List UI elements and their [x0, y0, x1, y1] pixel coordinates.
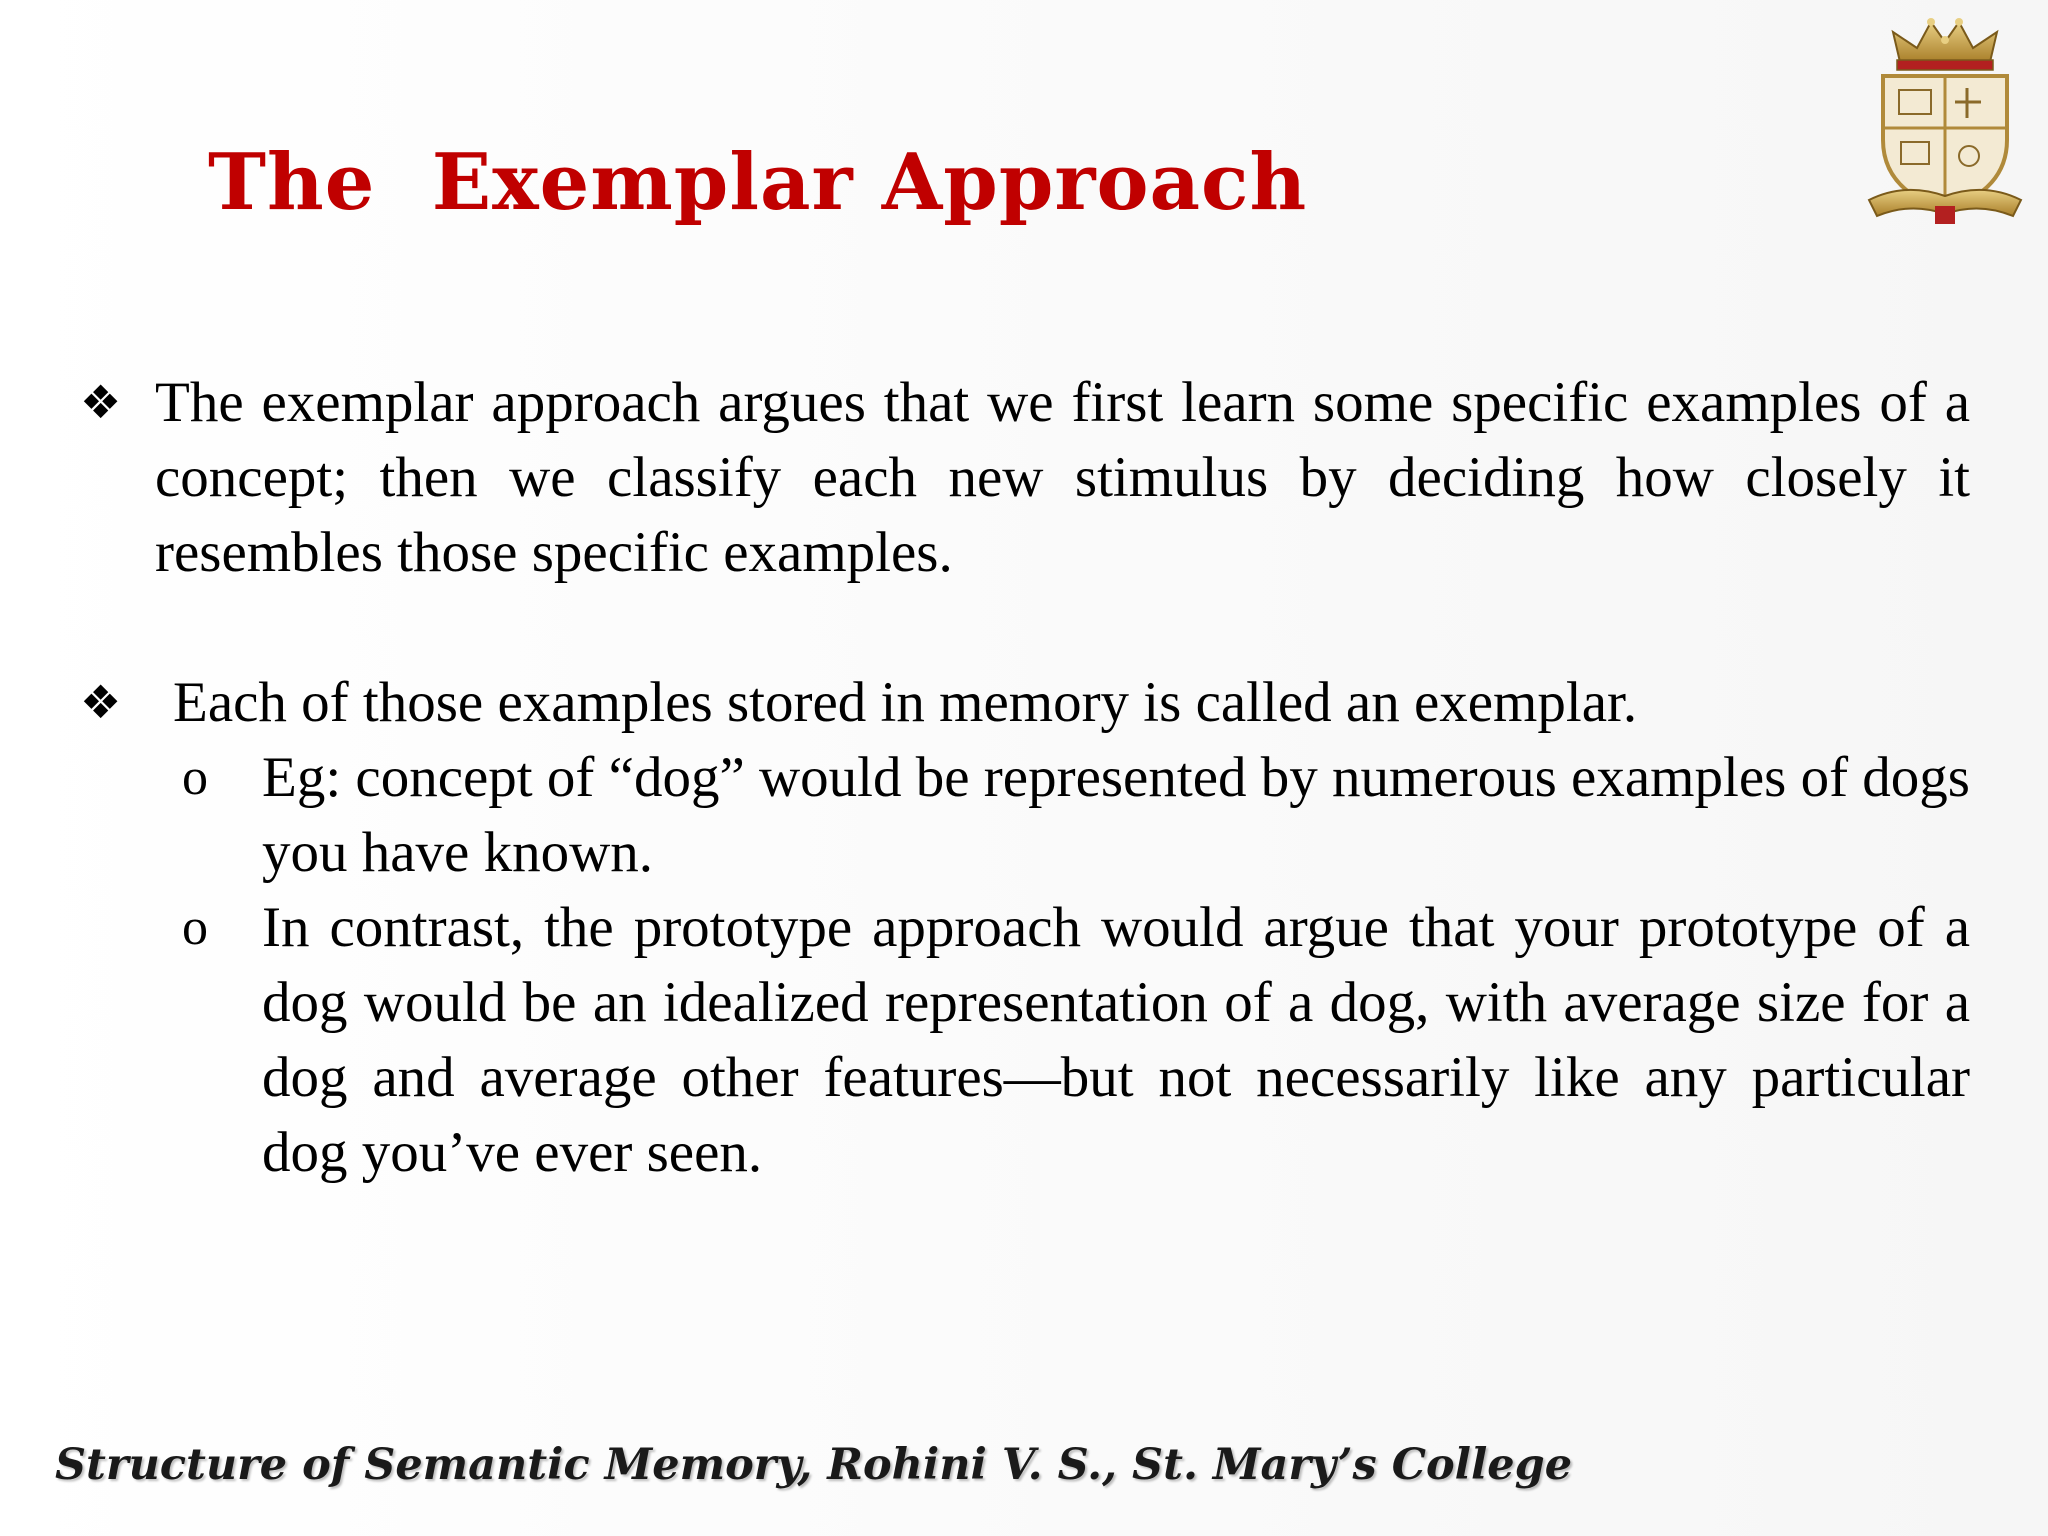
slide-content	[80, 365, 1970, 1190]
sub-bullet-item	[182, 890, 1970, 1190]
diamond-bullet-icon: ❖	[80, 675, 122, 729]
sub-bullet-text: In contrast, the prototype approach would argue that your prototype of a dog would be an idealized representation of a dog, with average size for a dog and average other features—but not necessarily like any particular dog you’ve ever seen.	[262, 896, 1970, 1184]
bullet-text: The exemplar approach argues that we first learn some specific examples of a concept; then we classify each new stimulus by deciding how closely it resembles those specific examples.	[155, 371, 1970, 584]
slide-footer: Structure of Semantic Memory, Rohini V. S., St. Mary’s College	[55, 1440, 1573, 1490]
sub-bullet-item	[182, 740, 1970, 890]
slide-title: The Exemplar Approach	[208, 137, 1308, 228]
diamond-bullet-icon: ❖	[80, 375, 122, 429]
college-crest-icon	[1855, 10, 2035, 230]
sub-bullet-text: Eg: concept of “dog” would be represented by numerous examples of dogs you have known.	[262, 746, 1970, 884]
sub-bullet-list	[155, 740, 1970, 1190]
circle-bullet-icon: o	[182, 899, 208, 956]
bullet-text: Each of those examples stored in memory is called an exemplar.	[173, 671, 1638, 734]
bullet-item	[80, 365, 1970, 590]
circle-bullet-icon: o	[182, 749, 208, 806]
bullet-item	[80, 665, 1970, 1190]
